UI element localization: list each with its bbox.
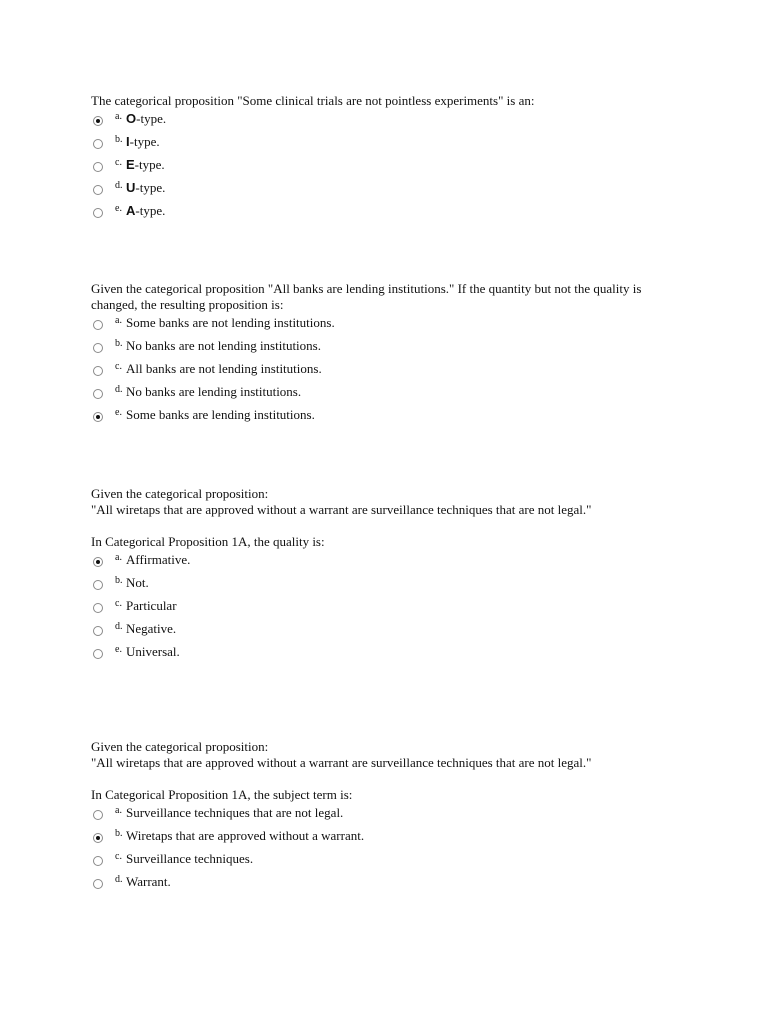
radio-icon[interactable] xyxy=(93,343,103,353)
option-text: Wiretaps that are approved without a warrant. xyxy=(126,828,365,843)
option-text: Warrant. xyxy=(126,874,171,889)
radio-icon[interactable] xyxy=(93,320,103,330)
option-lead: O xyxy=(126,111,137,126)
question-3 xyxy=(91,486,731,667)
option-text xyxy=(126,134,160,150)
question-2-options xyxy=(91,315,731,430)
option-text: Some banks are lending institutions. xyxy=(126,407,315,422)
option-letter: d. xyxy=(115,180,123,191)
radio-selected-icon[interactable] xyxy=(93,557,103,567)
radio-icon[interactable] xyxy=(93,389,103,399)
question-1-option-b[interactable] xyxy=(91,134,731,157)
question-1-prompt: The categorical proposition "Some clinical trials are not pointless experiments" is an: xyxy=(91,93,535,108)
option-letter: a. xyxy=(115,805,122,816)
option-letter: b. xyxy=(115,575,123,586)
option-letter: a. xyxy=(115,111,122,122)
radio-icon[interactable] xyxy=(93,810,103,820)
option-text: No banks are not lending institutions. xyxy=(126,338,321,353)
option-text xyxy=(126,180,165,196)
option-letter: d. xyxy=(115,874,123,885)
option-letter: a. xyxy=(115,552,122,563)
option-letter: c. xyxy=(115,361,122,372)
option-letter: c. xyxy=(115,157,122,168)
question-4-option-c[interactable] xyxy=(91,851,731,874)
option-suffix: -type. xyxy=(134,157,165,172)
question-1-option-c[interactable] xyxy=(91,157,731,180)
option-letter: e. xyxy=(115,644,122,655)
option-text: Universal. xyxy=(126,644,180,659)
radio-icon[interactable] xyxy=(93,139,103,149)
option-lead: A xyxy=(126,203,136,218)
radio-icon[interactable] xyxy=(93,162,103,172)
question-2-option-d[interactable] xyxy=(91,384,731,407)
option-text: Negative. xyxy=(126,621,177,636)
question-2-option-b[interactable] xyxy=(91,338,731,361)
question-4-option-a[interactable] xyxy=(91,805,731,828)
option-suffix: -type. xyxy=(135,180,166,195)
question-1-option-e[interactable] xyxy=(91,203,731,226)
option-text: No banks are lending institutions. xyxy=(126,384,302,399)
option-text: Particular xyxy=(126,598,177,613)
question-1-option-d[interactable] xyxy=(91,180,731,203)
option-text: Surveillance techniques that are not legal. xyxy=(126,805,344,820)
option-lead: E xyxy=(126,157,135,172)
option-letter: d. xyxy=(115,621,123,632)
question-4-options xyxy=(91,805,731,897)
question-3-option-e[interactable] xyxy=(91,644,731,667)
option-text: Not. xyxy=(126,575,149,590)
question-2-prompt-line-2: changed, the resulting proposition is: xyxy=(91,297,284,312)
question-3-option-c[interactable] xyxy=(91,598,731,621)
radio-icon[interactable] xyxy=(93,879,103,889)
radio-selected-icon[interactable] xyxy=(93,116,103,126)
question-1-option-a[interactable] xyxy=(91,111,731,134)
question-2-option-e[interactable] xyxy=(91,407,731,430)
question-4-context-line-2: "All wiretaps that are approved without a warrant are surveillance techniques that are not legal." xyxy=(91,755,592,770)
radio-icon[interactable] xyxy=(93,856,103,866)
option-text: Surveillance techniques. xyxy=(126,851,254,866)
option-letter: b. xyxy=(115,134,123,145)
option-suffix: -type. xyxy=(135,203,166,218)
option-letter: d. xyxy=(115,384,123,395)
question-3-option-d[interactable] xyxy=(91,621,731,644)
option-suffix: -type. xyxy=(129,134,160,149)
question-4 xyxy=(91,739,731,897)
option-lead: I xyxy=(126,134,130,149)
radio-icon[interactable] xyxy=(93,366,103,376)
option-letter: c. xyxy=(115,598,122,609)
option-letter: e. xyxy=(115,407,122,418)
question-3-context-line-1: Given the categorical proposition: xyxy=(91,486,269,501)
question-2-prompt-line-1: Given the categorical proposition "All banks are lending institutions." If the quantity but not the quality is xyxy=(91,281,642,296)
question-3-option-a[interactable] xyxy=(91,552,731,575)
radio-icon[interactable] xyxy=(93,603,103,613)
option-letter: c. xyxy=(115,851,122,862)
radio-icon[interactable] xyxy=(93,626,103,636)
option-text: Some banks are not lending institutions. xyxy=(126,315,335,330)
question-2-option-a[interactable] xyxy=(91,315,731,338)
radio-selected-icon[interactable] xyxy=(93,412,103,422)
radio-icon[interactable] xyxy=(93,185,103,195)
option-text xyxy=(126,111,166,127)
option-letter: b. xyxy=(115,338,123,349)
option-letter: b. xyxy=(115,828,123,839)
radio-icon[interactable] xyxy=(93,208,103,218)
question-3-prompt: In Categorical Proposition 1A, the quality is: xyxy=(91,534,325,549)
option-letter: e. xyxy=(115,203,122,214)
option-suffix: -type. xyxy=(136,111,167,126)
question-4-prompt: In Categorical Proposition 1A, the subject term is: xyxy=(91,787,353,802)
radio-icon[interactable] xyxy=(93,580,103,590)
radio-icon[interactable] xyxy=(93,649,103,659)
option-text: Affirmative. xyxy=(126,552,191,567)
option-text xyxy=(126,157,165,173)
option-letter: a. xyxy=(115,315,122,326)
question-1-options xyxy=(91,111,731,226)
question-4-option-b[interactable] xyxy=(91,828,731,851)
option-text xyxy=(126,203,165,219)
question-3-options xyxy=(91,552,731,667)
option-text: All banks are not lending institutions. xyxy=(126,361,322,376)
radio-selected-icon[interactable] xyxy=(93,833,103,843)
question-4-option-d[interactable] xyxy=(91,874,731,897)
option-lead: U xyxy=(126,180,136,195)
question-3-option-b[interactable] xyxy=(91,575,731,598)
question-3-context-line-2: "All wiretaps that are approved without a warrant are surveillance techniques that are not legal." xyxy=(91,502,592,517)
question-1 xyxy=(91,93,731,226)
question-4-context-line-1: Given the categorical proposition: xyxy=(91,739,269,754)
question-2-option-c[interactable] xyxy=(91,361,731,384)
question-2 xyxy=(91,281,731,430)
